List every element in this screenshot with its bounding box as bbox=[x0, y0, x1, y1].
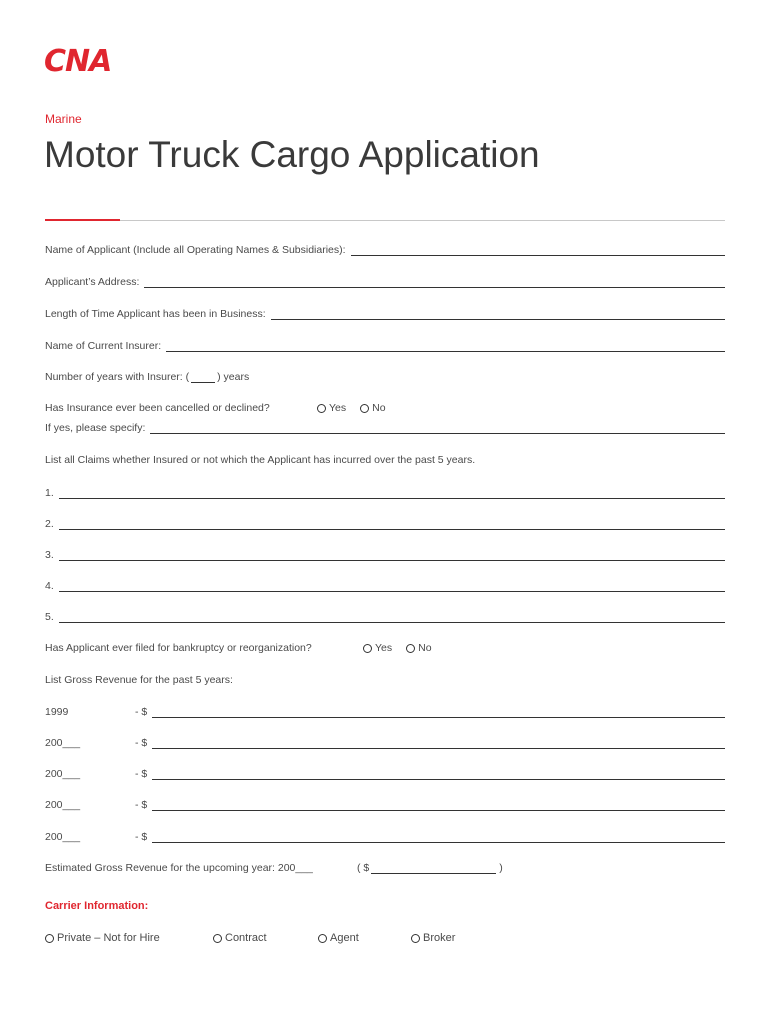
address-field[interactable] bbox=[144, 276, 725, 288]
carrier-option-label: Contract bbox=[225, 932, 267, 944]
cancelled-question: Has Insurance ever been cancelled or declined? bbox=[45, 402, 270, 414]
revenue-year: 200___ bbox=[45, 737, 81, 749]
years-with-insurer-row bbox=[45, 367, 249, 383]
section-label: Marine bbox=[45, 112, 82, 126]
radio-circle-icon bbox=[317, 404, 326, 413]
revenue-field[interactable] bbox=[152, 737, 725, 749]
revenue-year: 1999 bbox=[45, 706, 69, 718]
revenue-year: 200___ bbox=[45, 831, 81, 843]
bankruptcy-question: Has Applicant ever filed for bankruptcy or reorganization? bbox=[45, 642, 312, 654]
bankruptcy-no-radio[interactable] bbox=[406, 642, 431, 654]
title-divider bbox=[120, 220, 725, 221]
claims-intro bbox=[45, 450, 475, 466]
revenue-row bbox=[45, 702, 725, 718]
radio-circle-icon bbox=[45, 934, 54, 943]
bankruptcy-yes-radio[interactable] bbox=[363, 642, 392, 654]
radio-circle-icon bbox=[363, 644, 372, 653]
claim-field[interactable] bbox=[59, 549, 725, 561]
years-with-insurer-field[interactable] bbox=[191, 372, 215, 383]
revenue-dollar: - $ bbox=[135, 831, 148, 843]
yes-label: Yes bbox=[375, 642, 393, 654]
carrier-option-agent[interactable] bbox=[318, 932, 359, 944]
estimated-revenue-row bbox=[45, 858, 503, 874]
claims-intro-text: List all Claims whether Insured or not which the Applicant has incurred over the past 5 years. bbox=[45, 454, 476, 466]
cna-logo: CNA bbox=[44, 44, 112, 79]
estimated-revenue-label: Estimated Gross Revenue for the upcoming year: 200___ bbox=[45, 862, 313, 874]
business-time-row bbox=[45, 304, 725, 320]
claim-row bbox=[45, 545, 725, 561]
claim-row bbox=[45, 607, 725, 623]
current-insurer-label: Name of Current Insurer: bbox=[45, 340, 162, 352]
business-time-label: Length of Time Applicant has been in Business: bbox=[45, 308, 266, 320]
carrier-option-label: Private – Not for Hire bbox=[57, 932, 160, 944]
revenue-year: 200___ bbox=[45, 768, 81, 780]
claim-row bbox=[45, 483, 725, 499]
revenue-year: 200___ bbox=[45, 799, 81, 811]
revenue-intro bbox=[45, 670, 233, 686]
carrier-heading: Carrier Information: bbox=[45, 900, 149, 912]
carrier-option-private[interactable] bbox=[45, 932, 160, 944]
if-yes-field[interactable] bbox=[150, 422, 725, 434]
radio-circle-icon bbox=[213, 934, 222, 943]
revenue-row bbox=[45, 795, 725, 811]
claim-field[interactable] bbox=[59, 580, 725, 592]
cancelled-no-radio[interactable] bbox=[360, 402, 385, 414]
estimated-paren-open: ( $ bbox=[357, 862, 370, 874]
no-label: No bbox=[418, 642, 432, 654]
revenue-field[interactable] bbox=[152, 706, 725, 718]
address-label: Applicant’s Address: bbox=[45, 276, 140, 288]
business-time-field[interactable] bbox=[271, 308, 725, 320]
revenue-field[interactable] bbox=[152, 831, 725, 843]
title-accent-rule bbox=[45, 219, 120, 221]
revenue-intro-text: List Gross Revenue for the past 5 years: bbox=[45, 674, 233, 686]
address-row bbox=[45, 272, 725, 288]
current-insurer-field[interactable] bbox=[166, 340, 725, 352]
claim-number: 2. bbox=[45, 518, 54, 530]
revenue-row bbox=[45, 733, 725, 749]
radio-circle-icon bbox=[318, 934, 327, 943]
years-with-insurer-label: Number of years with Insurer: ( bbox=[45, 371, 190, 383]
carrier-option-contract[interactable] bbox=[213, 932, 267, 944]
revenue-dollar: - $ bbox=[135, 768, 148, 780]
estimated-revenue-field[interactable] bbox=[371, 863, 496, 874]
claim-field[interactable] bbox=[59, 487, 725, 499]
yes-label: Yes bbox=[329, 402, 347, 414]
claim-number: 3. bbox=[45, 549, 54, 561]
radio-circle-icon bbox=[360, 404, 369, 413]
revenue-dollar: - $ bbox=[135, 706, 148, 718]
if-yes-row bbox=[45, 418, 725, 434]
cancelled-radio-group bbox=[317, 402, 400, 414]
cancelled-yes-radio[interactable] bbox=[317, 402, 346, 414]
years-suffix: ) years bbox=[217, 371, 250, 383]
estimated-paren-close: ) bbox=[499, 862, 503, 874]
carrier-option-label: Agent bbox=[330, 932, 359, 944]
carrier-option-label: Broker bbox=[423, 932, 456, 944]
claim-row bbox=[45, 514, 725, 530]
applicant-name-row bbox=[45, 240, 725, 256]
radio-circle-icon bbox=[406, 644, 415, 653]
carrier-option-broker[interactable] bbox=[411, 932, 455, 944]
no-label: No bbox=[372, 402, 386, 414]
applicant-name-field[interactable] bbox=[351, 244, 725, 256]
revenue-row bbox=[45, 827, 725, 843]
revenue-field[interactable] bbox=[152, 799, 725, 811]
revenue-dollar: - $ bbox=[135, 737, 148, 749]
claim-number: 1. bbox=[45, 487, 54, 499]
cancelled-row bbox=[45, 398, 400, 414]
if-yes-label: If yes, please specify: bbox=[45, 422, 146, 434]
current-insurer-row bbox=[45, 336, 725, 352]
bankruptcy-radio-group bbox=[363, 642, 446, 654]
applicant-name-label: Name of Applicant (Include all Operating Names & Subsidiaries): bbox=[45, 244, 346, 256]
claim-field[interactable] bbox=[59, 611, 725, 623]
revenue-dollar: - $ bbox=[135, 799, 148, 811]
claim-field[interactable] bbox=[59, 518, 725, 530]
claim-number: 5. bbox=[45, 611, 54, 623]
claim-row bbox=[45, 576, 725, 592]
claim-number: 4. bbox=[45, 580, 54, 592]
revenue-field[interactable] bbox=[152, 768, 725, 780]
radio-circle-icon bbox=[411, 934, 420, 943]
revenue-row bbox=[45, 764, 725, 780]
bankruptcy-row bbox=[45, 638, 446, 654]
page-title: Motor Truck Cargo Application bbox=[44, 134, 540, 175]
